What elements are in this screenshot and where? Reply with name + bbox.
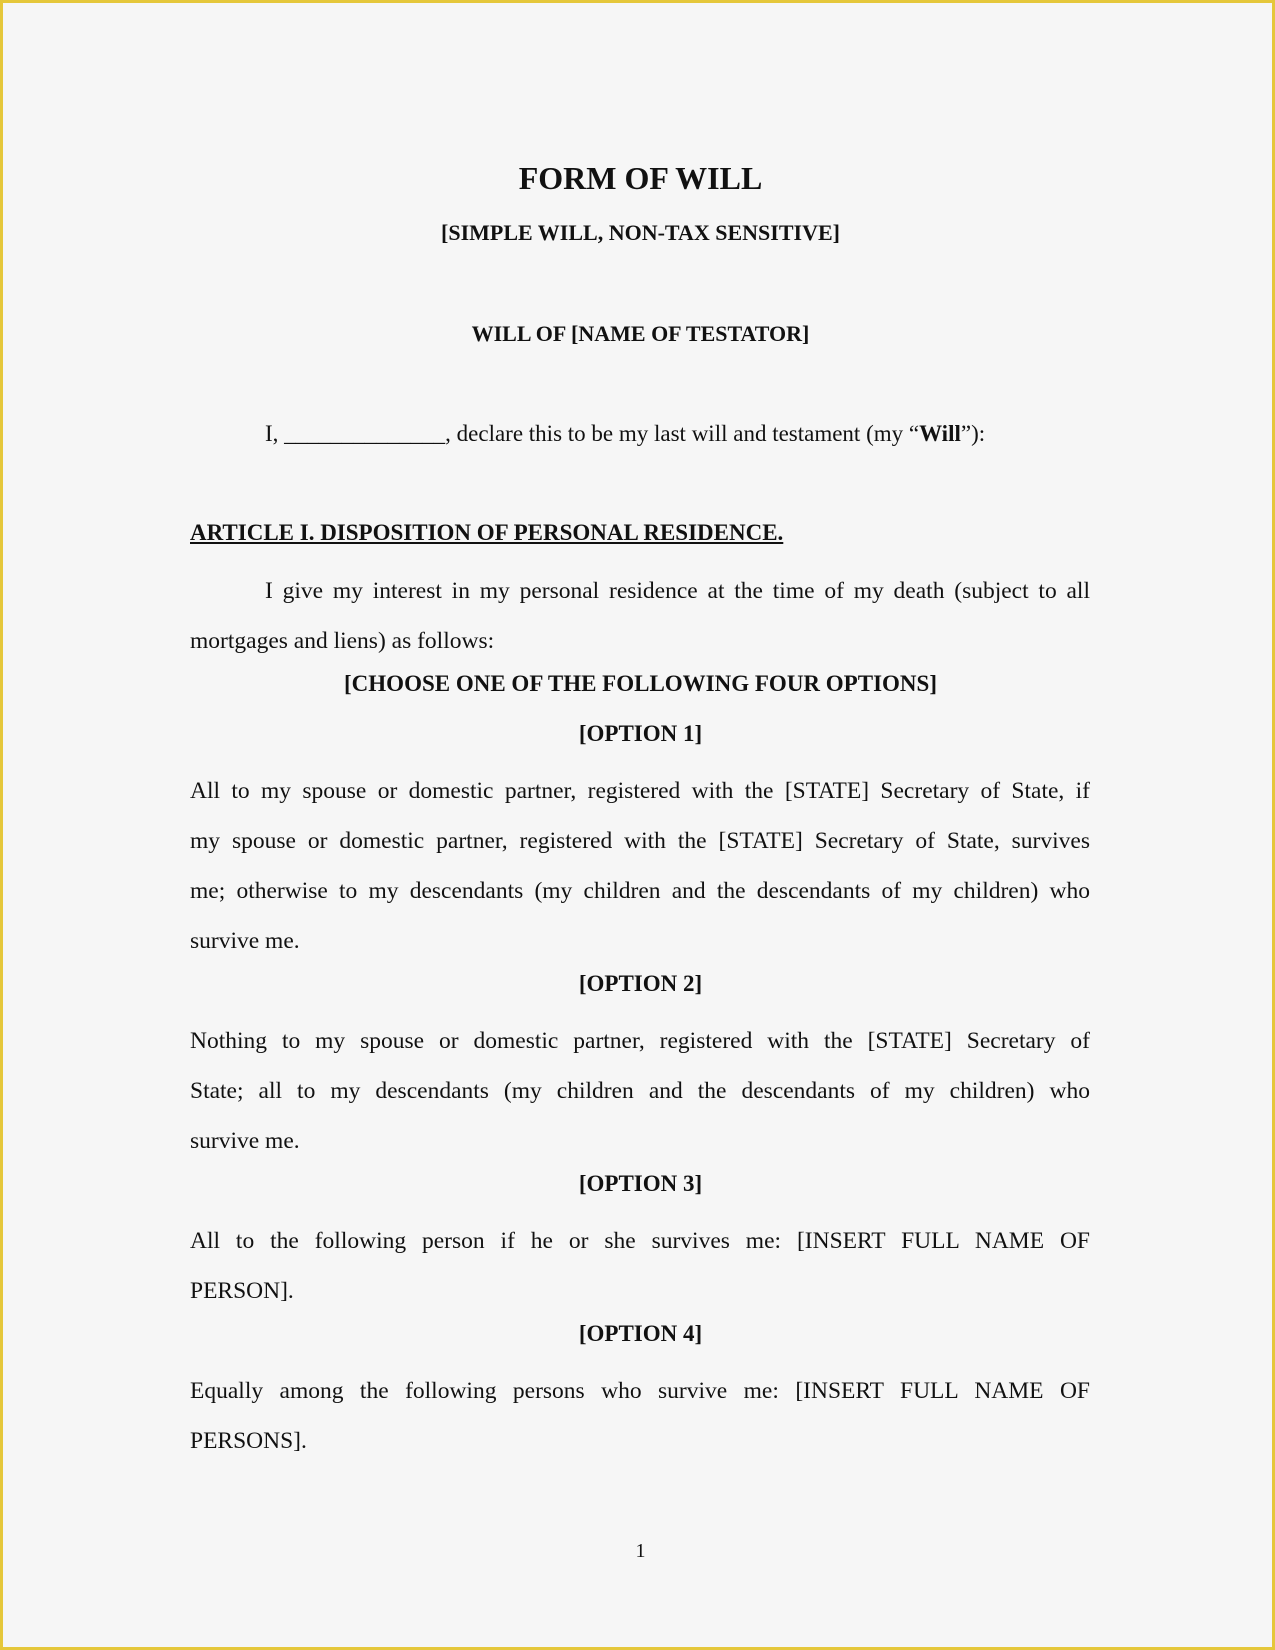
declaration-prefix: I, ______________, declare this to be my last will and testament (my “: [265, 421, 920, 446]
option-3-paragraph: [190, 1216, 1090, 1316]
option-line: Nothing to my spouse or domestic partner, registered with the [STATE] Secretary of: [190, 1028, 1090, 1054]
intro-line: I give my interest in my personal residence at the time of my death (subject to all: [265, 578, 1090, 604]
declaration-suffix: ”):: [960, 421, 986, 446]
option-line: State; all to my descendants (my children and the descendants of my children) who: [190, 1078, 1090, 1104]
option-line: me; otherwise to my descendants (my children and the descendants of my children) who: [190, 878, 1090, 904]
option-2-paragraph: [190, 1016, 1090, 1166]
option-3-label: [OPTION 3]: [578, 1171, 703, 1196]
choose-instruction: [CHOOSE ONE OF THE FOLLOWING FOUR OPTIONS]: [344, 671, 937, 696]
option-line: my spouse or domestic partner, registered with the [STATE] Secretary of State, survives: [190, 828, 1090, 854]
document-subtitle: [SIMPLE WILL, NON-TAX SENSITIVE]: [441, 220, 840, 245]
option-1-paragraph: [190, 766, 1090, 966]
option-4-label: [OPTION 4]: [578, 1321, 703, 1346]
page-number: 1: [635, 1540, 646, 1562]
option-4-paragraph: [190, 1366, 1090, 1466]
option-1-label: [OPTION 1]: [578, 721, 703, 746]
option-line: survive me.: [190, 1128, 300, 1154]
option-line: Equally among the following persons who survive me: [INSERT FULL NAME OF: [190, 1378, 1090, 1404]
option-line: survive me.: [190, 928, 300, 954]
option-line: All to my spouse or domestic partner, registered with the [STATE] Secretary of State, if: [190, 778, 1090, 804]
document-title: FORM OF WILL: [518, 160, 763, 196]
option-line: All to the following person if he or she survives me: [INSERT FULL NAME OF: [190, 1228, 1090, 1254]
declaration-defined-term: Will: [919, 421, 961, 446]
option-line: PERSON].: [190, 1278, 294, 1304]
option-2-label: [OPTION 2]: [578, 971, 703, 996]
intro-line: mortgages and liens) as follows:: [190, 628, 495, 654]
declaration-line: [265, 421, 985, 447]
article-heading: ARTICLE I. DISPOSITION OF PERSONAL RESIDENCE.: [190, 520, 784, 545]
option-line: PERSONS].: [190, 1428, 307, 1454]
intro-paragraph: [190, 566, 1090, 666]
will-of-heading: WILL OF [NAME OF TESTATOR]: [471, 321, 810, 346]
